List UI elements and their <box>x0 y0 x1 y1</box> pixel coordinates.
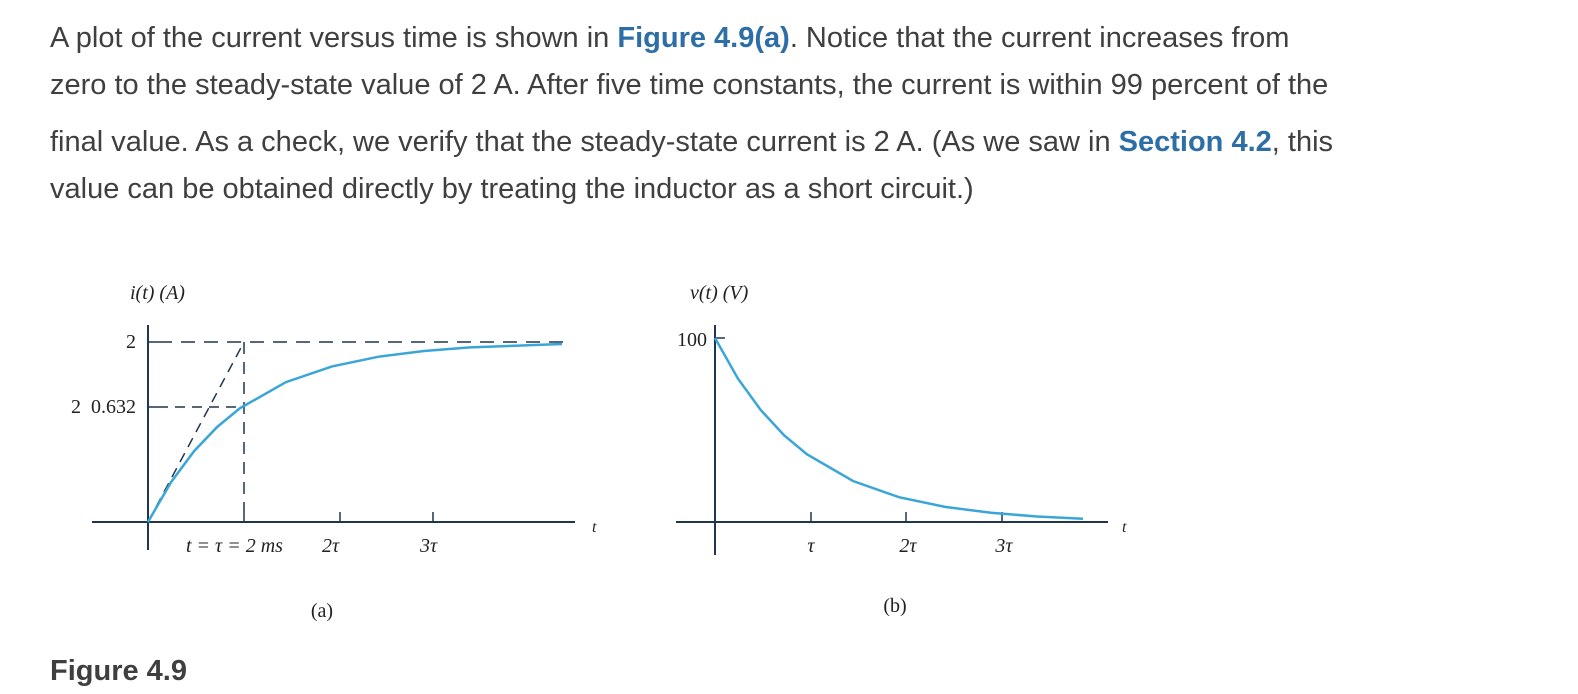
panel-b-xtick-label-tau: τ <box>807 535 815 557</box>
paragraph-line-3 <box>50 126 1530 173</box>
panel-a-ylabel: i(t) (A) <box>130 282 185 304</box>
panel-a-xlabel: t <box>592 519 597 536</box>
panel-a-xtick-label-2tau: 2τ <box>322 535 340 557</box>
panel-b-xtick-label-3tau: 3τ <box>995 535 1013 557</box>
paragraph-line-4: value can be obtained directly by treating the inductor as a short circuit.) <box>50 173 974 205</box>
text-run: A plot of the current versus time is shown in <box>50 22 618 54</box>
panel-a-xtick-label-3tau: 3τ <box>420 535 438 557</box>
paragraph-line-1 <box>50 22 1530 69</box>
panel-a-ytick-label-2: 2 <box>126 331 136 353</box>
panel-a-label: (a) <box>310 600 334 622</box>
text-run: final value. As a check, we verify that the steady-state current is 2 A. (As we saw in <box>50 126 1119 158</box>
panel-b <box>676 282 1127 617</box>
panel-b-label: (b) <box>883 595 907 617</box>
paragraph-line-2: zero to the steady-state value of 2 A. After five time constants, the current is within 99 percent of the <box>50 69 1329 101</box>
panel-a-xtick-label-tau: t = τ = 2 ms <box>186 535 283 557</box>
panel-b-xtick-label-2tau: 2τ <box>899 535 917 557</box>
panel-a-ytick-label-0632: 2 0.632 <box>71 396 136 418</box>
body-paragraph <box>50 22 1530 206</box>
panel-b-ytick-label-100: 100 <box>677 329 707 351</box>
panel-a-current-curve <box>148 344 562 522</box>
panel-b-xlabel: t <box>1122 519 1127 536</box>
text-run: . Notice that the current increases from <box>789 22 1290 54</box>
figure-4-9 <box>0 240 1578 650</box>
panel-a <box>71 282 597 622</box>
panel-b-ylabel: v(t) (V) <box>690 282 749 304</box>
panel-b-voltage-curve <box>715 338 1083 519</box>
figure-caption: Figure 4.9 <box>50 655 187 687</box>
section-4-2-link[interactable]: Section 4.2 <box>1118 126 1272 158</box>
text-run: , this <box>1271 126 1334 158</box>
figure-4-9a-link[interactable]: Figure 4.9(a) <box>617 22 790 54</box>
